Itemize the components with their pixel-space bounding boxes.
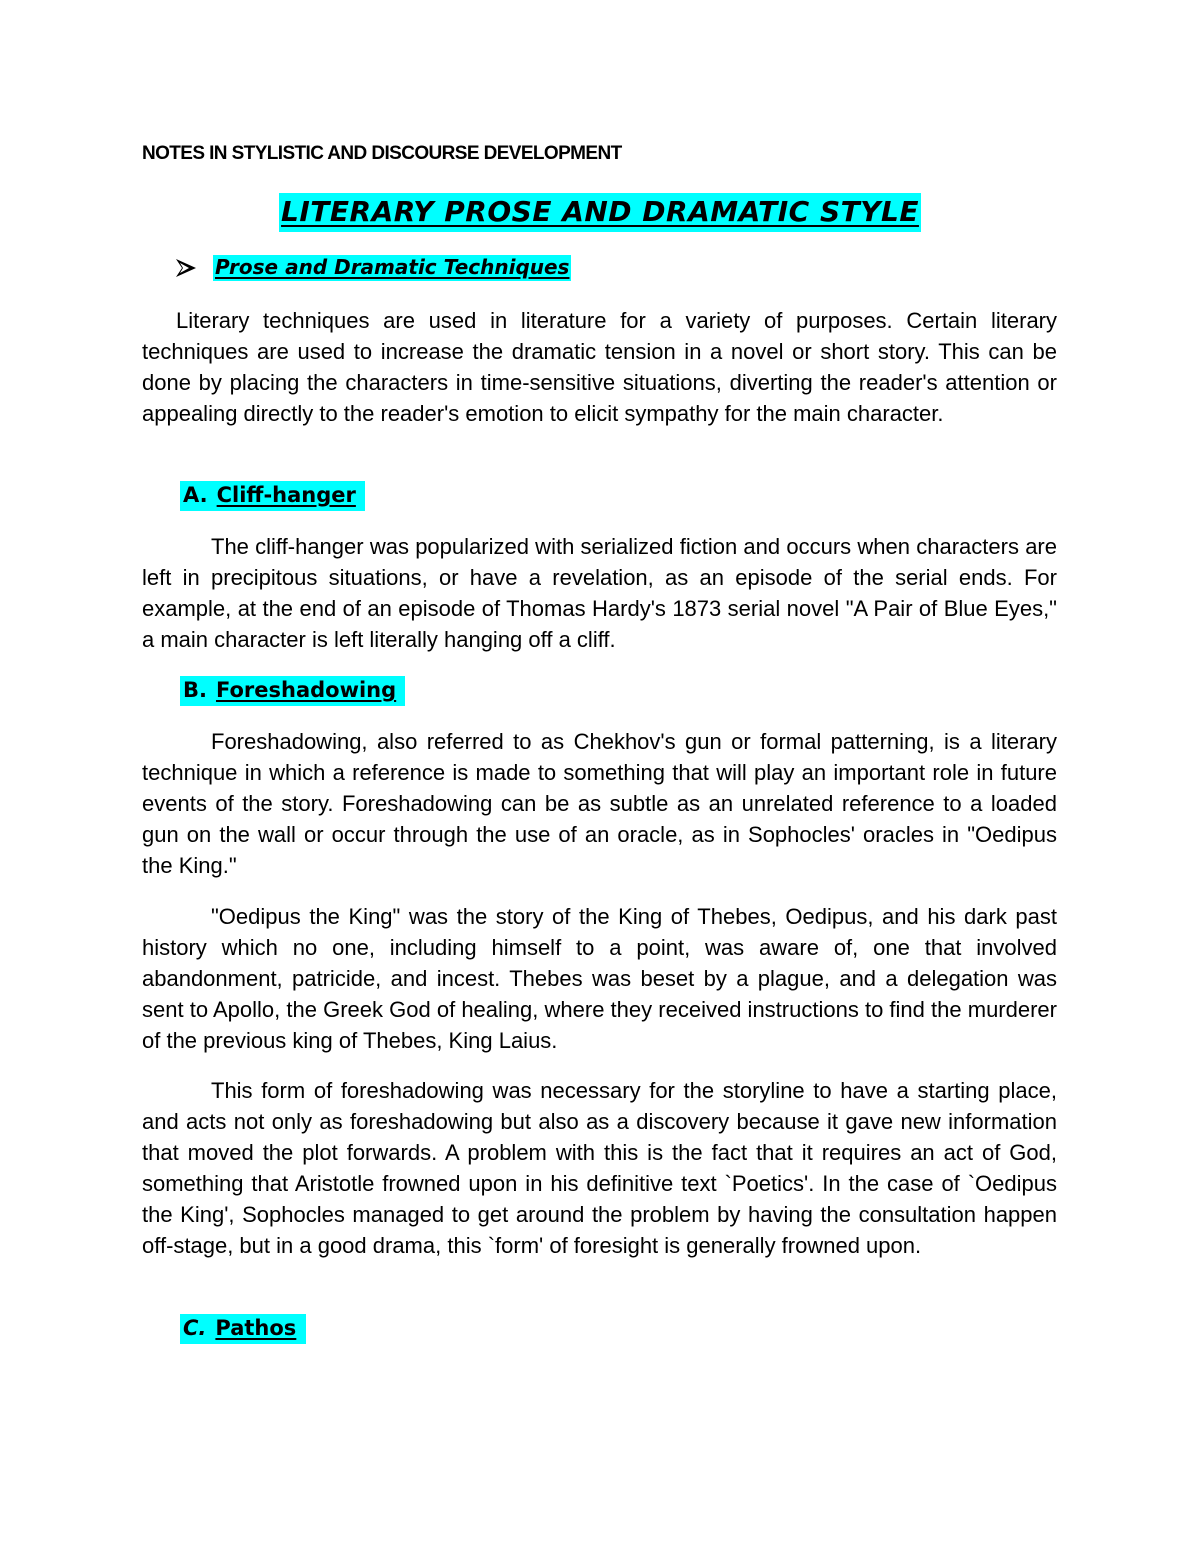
section-letter: B. [183,678,207,702]
section-heading-a [180,481,365,511]
document-header: NOTES IN STYLISTIC AND DISCOURSE DEVELOPMENT [142,143,622,164]
section-letter: A. [183,483,208,507]
foreshadowing-paragraph-3: This form of foreshadowing was necessary for the storyline to have a starting place, and acts not only as foreshadowing but also as a discovery because it gave new information that moved the plot forwards. A problem with this is the fact that it requires an act of God, something that Aristotle frowned upon in his definitive text `Poetics'. In the case of `Oedipus the King', Sophocles managed to get around the problem by having the consultation happen off-stage, but in a good drama, this `form' of foresight is generally frowned upon. [142,1078,1057,1258]
section-letter: C. [183,1316,207,1340]
section-heading-b [180,676,405,706]
foreshadowing-paragraph-1: Foreshadowing, also referred to as Chekhov's gun or formal patterning, is a literary technique in which a reference is made to something that will play an important role in future events of the story. Foreshadowing can be as subtle as an unrelated reference to a loaded gun on the wall or occur through the use of an oracle, as in Sophocles' oracles in "Oedipus the King." [142,729,1057,878]
section-title: Cliff-hanger [216,483,356,507]
document-title: LITERARY PROSE AND DRAMATIC STYLE [279,193,921,232]
title-container [0,193,1200,232]
section-title: Foreshadowing [215,678,397,702]
cliffhanger-paragraph: The cliff-hanger was popularized with serialized fiction and occurs when characters are left in precipitous situations, or have a revelation, as an episode of the serial ends. For example, at the end of an episode of Thomas Hardy's 1873 serial novel "A Pair of Blue Eyes," a main character is left literally hanging off a cliff. [142,534,1057,652]
section-title: Pathos [215,1316,297,1340]
arrow-bullet-icon [174,258,198,278]
subheading [174,255,571,281]
subheading-label: Prose and Dramatic Techniques [215,255,570,279]
section-heading-c [180,1314,306,1344]
intro-paragraph: Literary techniques are used in literature for a variety of purposes. Certain literary techniques are used to increase the dramatic tension in a novel or short story. This can be done by placing the characters in time-sensitive situations, diverting the reader's attention or appealing directly to the reader's emotion to elicit sympathy for the main character. [142,308,1057,426]
foreshadowing-paragraph-2: "Oedipus the King" was the story of the King of Thebes, Oedipus, and his dark past history which no one, including himself to a point, was aware of, one that involved abandonment, patricide, and incest. Thebes was beset by a plague, and a delegation was sent to Apollo, the Greek God of healing, where they received instructions to find the murderer of the previous king of Thebes, King Laius. [142,904,1057,1053]
